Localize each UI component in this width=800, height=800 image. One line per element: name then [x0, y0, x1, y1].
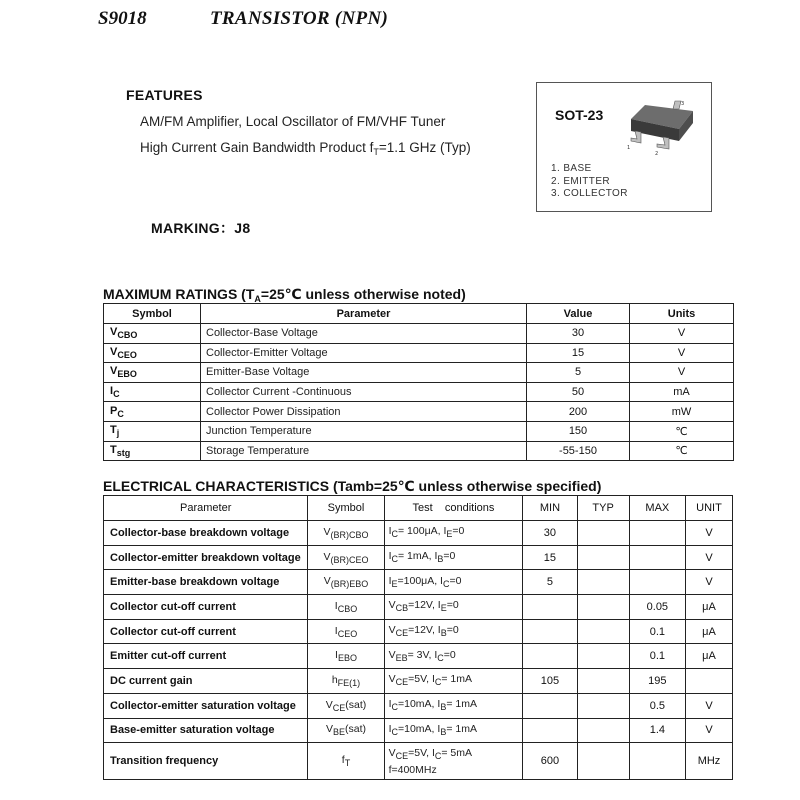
- part-number: S9018: [98, 8, 147, 29]
- condition-line: [389, 623, 523, 640]
- table-row: [104, 402, 734, 422]
- condition-line: [389, 697, 523, 714]
- symbol-subscript: C: [113, 389, 120, 400]
- max-ratings-heading-sub: A: [254, 294, 261, 304]
- symbol-cell: [104, 324, 201, 344]
- symbol-cell: [104, 441, 201, 461]
- symbol-subscript: (BR)EBO: [330, 579, 369, 590]
- unit-cell: μA: [686, 595, 733, 620]
- condition-subscript: C: [442, 578, 450, 589]
- parameter-cell: Collector-Emitter Voltage: [201, 343, 527, 363]
- symbol-letter: I: [110, 385, 114, 398]
- package-box: [536, 82, 712, 212]
- electrical-heading: ELECTRICAL CHARACTERISTICS (Tamb=25℃ unless otherwise specified): [103, 478, 602, 494]
- feature-item-2-prefix: High Current Gain Bandwidth Product f: [140, 140, 374, 155]
- symbol-cell: [308, 693, 384, 718]
- max-cell: 195: [629, 669, 685, 694]
- condition-text: = 1mA, I: [398, 550, 438, 563]
- symbol-letter: T: [110, 443, 117, 456]
- max-ratings-heading: [103, 286, 466, 304]
- parameter-cell: Junction Temperature: [201, 421, 527, 441]
- condition-subscript: C: [391, 702, 398, 713]
- parameter-cell: Emitter cut-off current: [104, 644, 308, 669]
- conditions-cell: [384, 743, 523, 780]
- condition-text: V: [388, 648, 396, 661]
- max-cell: [629, 570, 685, 595]
- typ-cell: [577, 693, 629, 718]
- condition-text: = 5mA: [441, 746, 473, 759]
- symbol-cell: [308, 669, 384, 694]
- parameter-cell: DC current gain: [104, 669, 308, 694]
- condition-text: V: [388, 599, 396, 612]
- symbol-cell: [308, 644, 384, 669]
- unit-cell: V: [686, 521, 733, 546]
- typ-cell: [577, 595, 629, 620]
- symbol-subscript: T: [344, 758, 351, 769]
- pin-1-label: 1. BASE: [551, 163, 592, 174]
- package-name: SOT-23: [555, 107, 604, 123]
- unit-cell: mA: [630, 382, 734, 402]
- symbol-letter: T: [110, 424, 117, 437]
- condition-text: = 1mA: [441, 673, 473, 686]
- document-title: TRANSISTOR (NPN): [210, 8, 389, 29]
- symbol-cell: [308, 521, 384, 546]
- condition-line: [389, 746, 523, 763]
- min-cell: [523, 718, 577, 743]
- electrical-table: [103, 495, 733, 780]
- condition-line: [389, 598, 523, 615]
- condition-line: [389, 574, 523, 591]
- table-row: [104, 570, 733, 595]
- condition-subscript: E: [446, 529, 453, 540]
- unit-cell: MHz: [686, 743, 733, 780]
- condition-text: =10mA, I: [398, 698, 441, 711]
- condition-text: =0: [446, 624, 459, 637]
- condition-line: [389, 722, 523, 739]
- symbol-cell: [104, 343, 201, 363]
- value-cell: -55-150: [527, 441, 630, 461]
- condition-text: =100μA, I: [397, 574, 443, 587]
- conditions-cell: [384, 521, 523, 546]
- min-cell: [523, 619, 577, 644]
- condition-text: =0: [446, 599, 459, 612]
- conditions-cell: [384, 619, 523, 644]
- value-cell: 50: [527, 382, 630, 402]
- unit-cell: V: [630, 343, 734, 363]
- condition-text: = 3V, I: [407, 648, 438, 661]
- symbol-cell: [104, 421, 201, 441]
- condition-text: I: [388, 550, 392, 563]
- conditions-cell: [384, 669, 523, 694]
- symbol-subscript: (BR)CBO: [330, 529, 369, 540]
- column-header: MAX: [629, 496, 685, 521]
- symbol-cell: [308, 718, 384, 743]
- column-header: TYP: [577, 496, 629, 521]
- symbol-subscript: BE: [333, 727, 346, 738]
- condition-line: [389, 549, 523, 566]
- unit-cell: V: [630, 363, 734, 383]
- symbol-cell: [104, 382, 201, 402]
- pin-list: [551, 163, 628, 201]
- condition-subscript: C: [391, 554, 398, 565]
- condition-subscript: C: [391, 529, 398, 540]
- table-row: [104, 619, 733, 644]
- symbol-subscript: j: [116, 428, 120, 439]
- max-ratings-heading-suffix: =25℃ unless otherwise noted): [260, 286, 466, 302]
- unit-cell: μA: [686, 619, 733, 644]
- condition-subscript: B: [440, 702, 447, 713]
- max-cell: 0.1: [629, 619, 685, 644]
- table-row: [104, 595, 733, 620]
- condition-text: =0: [452, 525, 465, 538]
- symbol-cell: [308, 743, 384, 780]
- max-cell: 0.05: [629, 595, 685, 620]
- table-row: [104, 421, 734, 441]
- condition-text: =5V, I: [408, 746, 435, 759]
- symbol-subscript: CBO: [117, 330, 138, 341]
- min-cell: [523, 644, 577, 669]
- condition-subscript: CB: [395, 603, 409, 614]
- column-header: Units: [630, 304, 734, 324]
- symbol-letter: I: [334, 624, 338, 637]
- condition-text: =12V, I: [408, 599, 441, 612]
- condition-text: =5V, I: [408, 673, 435, 686]
- parameter-cell: Collector-emitter breakdown voltage: [104, 545, 308, 570]
- pin-3-number: 3: [681, 101, 685, 107]
- min-cell: 30: [523, 521, 577, 546]
- condition-text: V: [388, 673, 396, 686]
- unit-cell: ℃: [630, 421, 734, 441]
- condition-text: f=400MHz: [388, 763, 437, 776]
- unit-cell: V: [630, 324, 734, 344]
- min-cell: 105: [523, 669, 577, 694]
- symbol-subscript: CEO: [337, 628, 358, 639]
- condition-text: =10mA, I: [398, 722, 441, 735]
- pin-2-number: 2: [655, 151, 659, 157]
- max-ratings-table: [103, 303, 734, 461]
- electrical-body: [104, 521, 733, 780]
- value-cell: 150: [527, 421, 630, 441]
- parameter-cell: Emitter-base breakdown voltage: [104, 570, 308, 595]
- table-row: [104, 382, 734, 402]
- max-cell: [629, 521, 685, 546]
- column-header: Parameter: [201, 304, 527, 324]
- condition-text: = 1mA: [446, 722, 477, 735]
- typ-cell: [577, 619, 629, 644]
- symbol-letter: V: [323, 525, 331, 538]
- pin-3-label: 3. COLLECTOR: [551, 188, 628, 199]
- condition-text: = 1mA: [446, 698, 477, 711]
- typ-cell: [577, 644, 629, 669]
- max-ratings-heading-prefix: MAXIMUM RATINGS (T: [103, 286, 255, 302]
- marking-code: MARKING：J8: [151, 220, 251, 236]
- features-heading: FEATURES: [126, 87, 203, 103]
- symbol-letter: V: [325, 698, 333, 711]
- condition-subscript: EB: [395, 652, 408, 663]
- condition-subscript: CE: [395, 677, 409, 688]
- symbol-letter: f: [341, 754, 345, 767]
- min-cell: [523, 595, 577, 620]
- condition-subscript: C: [434, 750, 442, 761]
- symbol-subscript: FE(1): [337, 677, 361, 688]
- symbol-cell: [104, 363, 201, 383]
- condition-text: I: [388, 525, 392, 538]
- column-header: MIN: [523, 496, 577, 521]
- feature-item-2-sub: T: [373, 147, 379, 157]
- condition-text: = 100μA, I: [398, 525, 447, 538]
- symbol-cell: [308, 595, 384, 620]
- value-cell: 5: [527, 363, 630, 383]
- parameter-cell: Emitter-Base Voltage: [201, 363, 527, 383]
- column-header: Parameter: [104, 496, 308, 521]
- value-cell: 30: [527, 324, 630, 344]
- value-cell: 15: [527, 343, 630, 363]
- symbol-letter: V: [323, 550, 331, 563]
- condition-subscript: C: [437, 652, 444, 663]
- parameter-cell: Collector Power Dissipation: [201, 402, 527, 422]
- condition-text: =0: [443, 648, 456, 661]
- symbol-subscript: stg: [116, 447, 131, 458]
- symbol-cell: [104, 402, 201, 422]
- condition-subscript: E: [440, 603, 447, 614]
- max-cell: 1.4: [629, 718, 685, 743]
- condition-text: =0: [449, 574, 462, 587]
- unit-cell: V: [686, 718, 733, 743]
- unit-cell: ℃: [630, 441, 734, 461]
- table-row: [104, 669, 733, 694]
- symbol-cell: [308, 619, 384, 644]
- table-row: [104, 441, 734, 461]
- table-row: [104, 343, 734, 363]
- symbol-subscript: CBO: [337, 603, 358, 614]
- conditions-cell: [384, 545, 523, 570]
- min-cell: 5: [523, 570, 577, 595]
- symbol-letter: V: [325, 723, 333, 736]
- pin-2-label: 2. EMITTER: [551, 175, 611, 187]
- min-cell: [523, 693, 577, 718]
- parameter-cell: Collector-Base Voltage: [201, 324, 527, 344]
- unit-cell: V: [686, 545, 733, 570]
- conditions-cell: [384, 644, 523, 669]
- column-header: Symbol: [104, 304, 201, 324]
- condition-subscript: B: [440, 628, 447, 639]
- condition-subscript: B: [437, 554, 444, 565]
- typ-cell: [577, 570, 629, 595]
- condition-subscript: C: [391, 726, 398, 737]
- pin-2-lead: [657, 137, 669, 149]
- condition-subscript: E: [391, 578, 398, 589]
- feature-item-2: [140, 140, 471, 157]
- condition-subscript: B: [440, 726, 447, 737]
- table-row: [104, 644, 733, 669]
- typ-cell: [577, 521, 629, 546]
- parameter-cell: Transition frequency: [104, 743, 308, 780]
- unit-cell: V: [686, 693, 733, 718]
- symbol-subscript: CEO: [117, 349, 137, 360]
- column-header: Test conditions: [384, 496, 523, 521]
- condition-text: V: [388, 746, 396, 759]
- typ-cell: [577, 743, 629, 780]
- value-cell: 200: [527, 402, 630, 422]
- parameter-cell: Storage Temperature: [201, 441, 527, 461]
- max-cell: 0.5: [629, 693, 685, 718]
- conditions-cell: [384, 718, 523, 743]
- table-row: [104, 545, 733, 570]
- max-cell: 0.1: [629, 644, 685, 669]
- symbol-subscript: EBO: [337, 653, 357, 664]
- condition-line: [389, 672, 523, 689]
- condition-text: =12V, I: [408, 624, 441, 637]
- symbol-letter: V: [110, 365, 118, 378]
- condition-text: I: [388, 698, 392, 711]
- symbol-subscript: EBO: [117, 369, 137, 380]
- symbol-suffix: (sat): [345, 698, 367, 711]
- sot23-package-icon: [611, 97, 707, 161]
- symbol-subscript: CE: [332, 702, 346, 713]
- unit-cell: μA: [686, 644, 733, 669]
- condition-line: [389, 648, 523, 665]
- max-cell: [629, 545, 685, 570]
- typ-cell: [577, 718, 629, 743]
- column-header: Value: [527, 304, 630, 324]
- table-row: [104, 743, 733, 780]
- condition-text: V: [388, 624, 396, 637]
- table-header-row: [104, 496, 733, 521]
- conditions-cell: [384, 693, 523, 718]
- symbol-letter: h: [331, 673, 338, 686]
- parameter-cell: Collector cut-off current: [104, 619, 308, 644]
- table-row: [104, 718, 733, 743]
- condition-line: [389, 763, 523, 777]
- conditions-cell: [384, 595, 523, 620]
- table-row: [104, 324, 734, 344]
- symbol-cell: [308, 545, 384, 570]
- parameter-cell: Base-emitter saturation voltage: [104, 718, 308, 743]
- parameter-cell: Collector-base breakdown voltage: [104, 521, 308, 546]
- symbol-cell: [308, 570, 384, 595]
- typ-cell: [577, 545, 629, 570]
- pin-1-number: 1: [627, 145, 631, 151]
- condition-line: [389, 524, 523, 541]
- symbol-letter: I: [335, 649, 338, 662]
- typ-cell: [577, 669, 629, 694]
- min-cell: 15: [523, 545, 577, 570]
- max-ratings-body: [104, 324, 734, 461]
- column-header: Symbol: [308, 496, 384, 521]
- table-row: [104, 521, 733, 546]
- condition-subscript: CE: [395, 628, 409, 639]
- pin-1-lead: [631, 131, 641, 143]
- unit-cell: mW: [630, 402, 734, 422]
- table-row: [104, 693, 733, 718]
- table-row: [104, 363, 734, 383]
- parameter-cell: Collector Current -Continuous: [201, 382, 527, 402]
- symbol-letter: I: [334, 599, 338, 612]
- min-cell: 600: [523, 743, 577, 780]
- condition-subscript: C: [434, 677, 442, 688]
- condition-subscript: CE: [395, 750, 409, 761]
- condition-text: I: [388, 574, 392, 587]
- symbol-suffix: (sat): [345, 723, 367, 736]
- symbol-subscript: (BR)CEO: [330, 554, 369, 565]
- column-header: UNIT: [686, 496, 733, 521]
- parameter-cell: Collector-emitter saturation voltage: [104, 693, 308, 718]
- symbol-letter: P: [110, 404, 118, 417]
- condition-text: =0: [443, 550, 456, 563]
- symbol-subscript: C: [117, 408, 124, 419]
- pin-3-lead: [673, 101, 681, 109]
- symbol-letter: V: [110, 345, 118, 358]
- max-cell: [629, 743, 685, 780]
- feature-item-2-suffix: =1.1 GHz (Typ): [378, 140, 471, 155]
- symbol-letter: V: [323, 575, 331, 588]
- table-header-row: [104, 304, 734, 324]
- condition-text: I: [388, 722, 392, 735]
- symbol-letter: V: [110, 326, 118, 339]
- parameter-cell: Collector cut-off current: [104, 595, 308, 620]
- unit-cell: [686, 669, 733, 694]
- feature-item-1: AM/FM Amplifier, Local Oscillator of FM/VHF Tuner: [140, 114, 446, 129]
- conditions-cell: [384, 570, 523, 595]
- unit-cell: V: [686, 570, 733, 595]
